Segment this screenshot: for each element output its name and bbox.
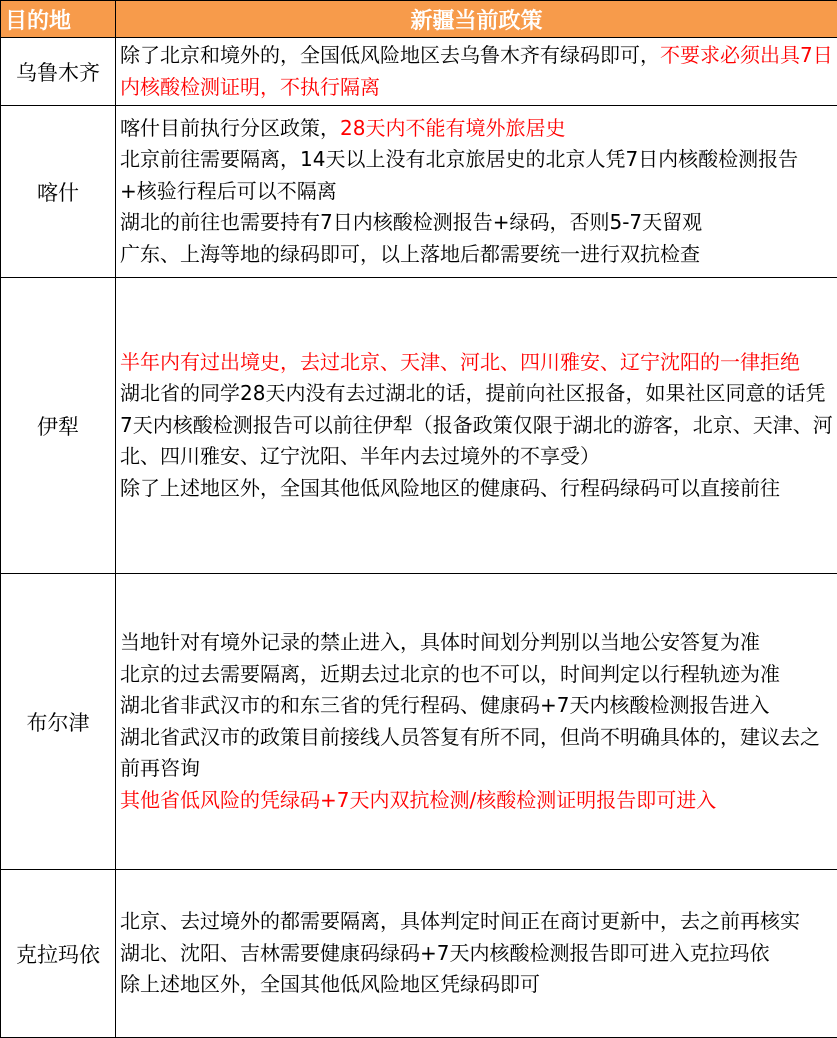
policy-text: 喀什目前执行分区政策， (120, 116, 340, 140)
table-row (1, 38, 837, 106)
destination-header: 目的地 (1, 1, 116, 38)
policy-cell (116, 106, 837, 278)
table-row (1, 106, 837, 278)
table-row (1, 574, 837, 870)
policy-header: 新疆当前政策 (116, 1, 837, 38)
policy-text: 北京的过去需要隔离，近期去过北京的也不可以，时间判定以行程轨迹为准 (120, 659, 834, 691)
policy-text: 北京前往需要隔离，14天以上没有北京旅居史的北京人凭7日内核酸检测报告+核验行程后可以不隔离 (120, 144, 834, 207)
policy-highlight: 不要求必须出具7日内核酸检测证明，不执行隔离 (120, 43, 833, 99)
policy-text: 湖北省武汉市的政策目前接线人员答复有所不同，但尚不明确具体的，建议去之前再咨询 (120, 722, 834, 785)
policy-text: 北京、去过境外的都需要隔离，具体判定时间正在商讨更新中，去之前再核实 (120, 906, 834, 938)
policy-highlight: 28天内不能有境外旅居史 (340, 116, 565, 140)
policy-text: 除了北京和境外的，全国低风险地区去乌鲁木齐有绿码即可， (120, 43, 660, 67)
policy-cell (116, 278, 837, 574)
policy-text: 当地针对有境外记录的禁止进入，具体时间划分判别以当地公安答复为准 (120, 627, 834, 659)
destination-cell: 克拉玛依 (1, 870, 116, 1038)
policy-cell (116, 870, 837, 1038)
destination-cell: 伊犁 (1, 278, 116, 574)
policy-cell (116, 574, 837, 870)
policy-text: 湖北省的同学28天内没有去过湖北的话，提前向社区报备，如果社区同意的话凭7天内核酸检测报告可以前往伊犁（报备政策仅限于湖北的游客，北京、天津、河北、四川雅安、辽宁沈阳、半年内去过境外的不享受） (120, 378, 834, 473)
policy-text: 除了上述地区外，全国其他低风险地区的健康码、行程码绿码可以直接前往 (120, 473, 834, 505)
policy-text: 湖北的前往也需要持有7日内核酸检测报告+绿码，否则5-7天留观 (120, 207, 834, 239)
policy-text: 除上述地区外，全国其他低风险地区凭绿码即可 (120, 969, 834, 1001)
policy-highlight: 半年内有过出境史，去过北京、天津、河北、四川雅安、辽宁沈阳的一律拒绝 (120, 347, 834, 379)
policy-cell (116, 38, 837, 106)
policy-text: 湖北、沈阳、吉林需要健康码绿码+7天内核酸检测报告即可进入克拉玛依 (120, 938, 834, 970)
table-row (1, 278, 837, 574)
destination-cell: 喀什 (1, 106, 116, 278)
policy-line (120, 113, 834, 145)
policy-text: 湖北省非武汉市的和东三省的凭行程码、健康码+7天内核酸检测报告进入 (120, 690, 834, 722)
table-row (1, 870, 837, 1038)
destination-cell: 乌鲁木齐 (1, 38, 116, 106)
destination-cell: 布尔津 (1, 574, 116, 870)
policy-highlight: 其他省低风险的凭绿码+7天内双抗检测/核酸检测证明报告即可进入 (120, 785, 834, 817)
header-row (1, 1, 837, 38)
policy-text: 广东、上海等地的绿码即可，以上落地后都需要统一进行双抗检查 (120, 239, 834, 271)
